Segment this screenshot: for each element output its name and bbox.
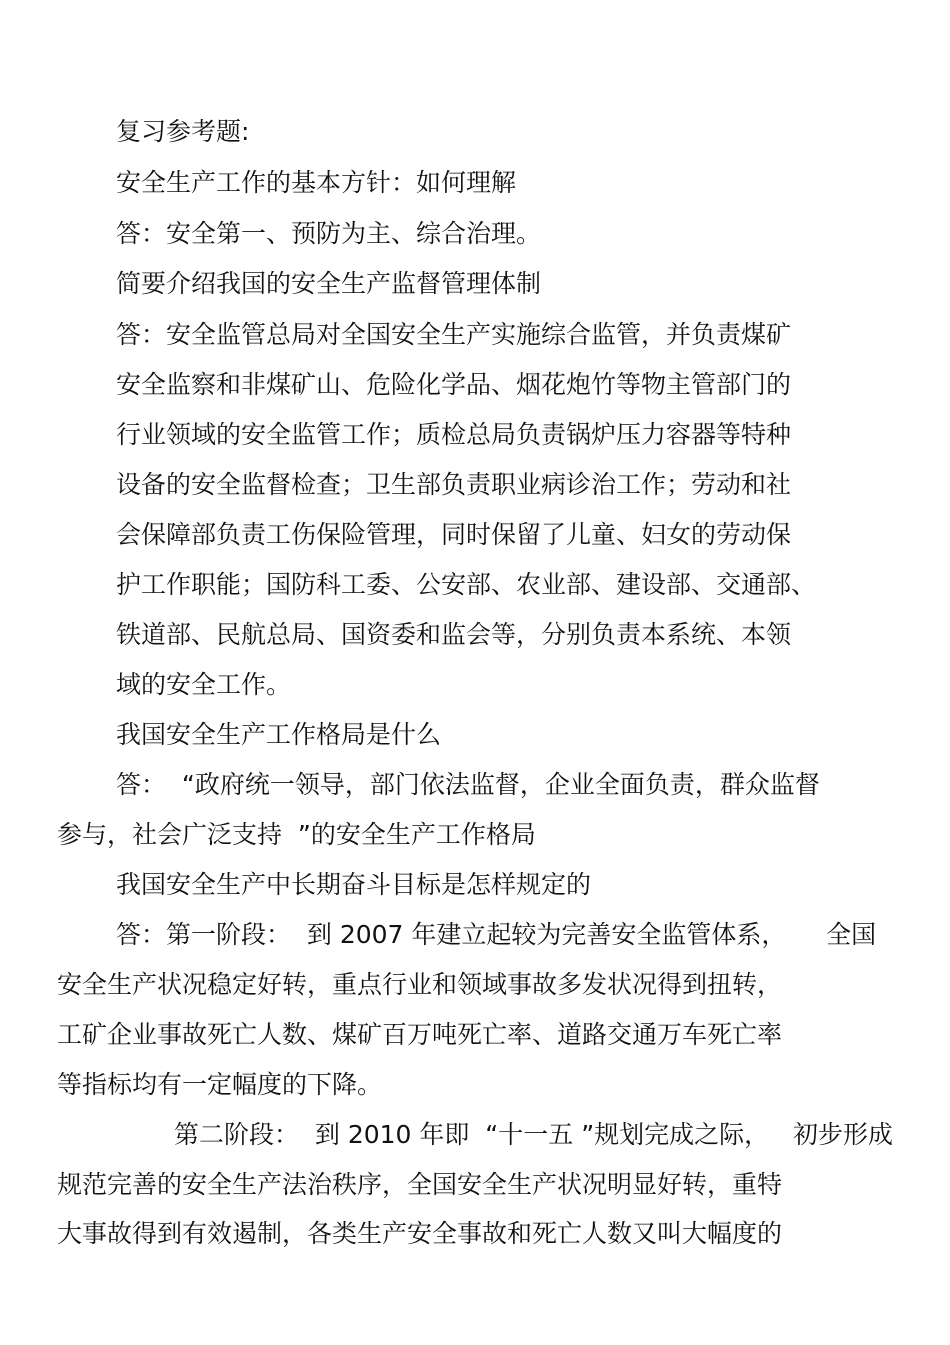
question-4: 我国安全生产中长期奋斗目标是怎样规定的 bbox=[116, 870, 592, 899]
review-heading: 复习参考题: bbox=[116, 117, 250, 146]
question-1: 安全生产工作的基本方针：如何理解 bbox=[116, 168, 517, 197]
answer-3-line-1: 答： “政府统一领导，部门依法监督，企业全面负责，群众监督 bbox=[116, 770, 820, 799]
answer-4-line-2: 安全生产状况稳定好转，重点行业和领域事故多发状况得到扭转， bbox=[57, 970, 783, 999]
answer-4-line-3: 工矿企业事故死亡人数、煤矿百万吨死亡率、道路交通万车死亡率 bbox=[57, 1020, 783, 1049]
answer-2-line-8: 域的安全工作。 bbox=[116, 670, 292, 699]
answer-4-line-4: 等指标均有一定幅度的下降。 bbox=[57, 1070, 383, 1099]
question-2: 简要介绍我国的安全生产监督管理体制 bbox=[116, 269, 542, 298]
answer-3-line-2: 参与，社会广泛支持 ”的安全生产工作格局 bbox=[57, 820, 536, 849]
answer-4-line-5: 第二阶段： 到 2010 年即 “十一五 ”规划完成之际， 初步形成 bbox=[174, 1120, 893, 1149]
answer-2-line-5: 会保障部负责工伤保险管理，同时保留了儿童、妇女的劳动保 bbox=[116, 520, 792, 549]
answer-4-line-6: 规范完善的安全生产法治秩序，全国安全生产状况明显好转，重特 bbox=[57, 1170, 783, 1199]
answer-2-line-4: 设备的安全监督检查；卫生部负责职业病诊治工作；劳动和社 bbox=[116, 470, 792, 499]
answer-2-line-7: 铁道部、民航总局、国资委和监会等，分别负责本系统、本领 bbox=[116, 620, 792, 649]
answer-2-line-6: 护工作职能；国防科工委、公安部、农业部、建设部、交通部、 bbox=[116, 570, 817, 599]
answer-2-line-3: 行业领域的安全监管工作；质检总局负责锅炉压力容器等特种 bbox=[116, 420, 792, 449]
answer-1: 答：安全第一、预防为主、综合治理。 bbox=[116, 219, 542, 248]
answer-4-line-1: 答：第一阶段： 到 2007 年建立起较为完善安全监管体系， 全国 bbox=[116, 920, 877, 949]
answer-4-line-7: 大事故得到有效遏制，各类生产安全事故和死亡人数又叫大幅度的 bbox=[57, 1219, 783, 1248]
answer-2-line-2: 安全监察和非煤矿山、危险化学品、烟花炮竹等物主管部门的 bbox=[116, 370, 792, 399]
question-3: 我国安全生产工作格局是什么 bbox=[116, 720, 442, 749]
answer-2-line-1: 答：安全监管总局对全国安全生产实施综合监管，并负责煤矿 bbox=[116, 320, 792, 349]
